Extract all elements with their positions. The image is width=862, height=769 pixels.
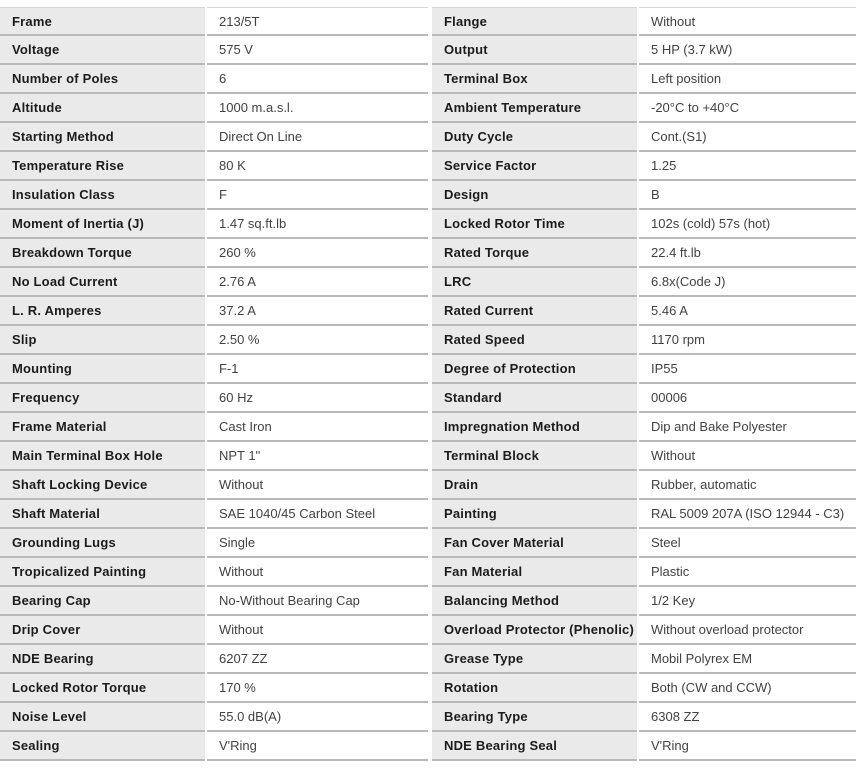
spec-label: Frame [0,7,205,36]
spec-value: 575 V [207,36,428,65]
spec-row [0,181,428,210]
spec-value: 80 K [207,152,428,181]
spec-row [0,587,428,616]
spec-row [432,587,856,616]
spec-label: NDE Bearing [0,645,205,674]
spec-label: Painting [432,500,637,529]
spec-row [432,442,856,471]
spec-value: Cast Iron [207,413,428,442]
spec-row [0,413,428,442]
spec-value: 6308 ZZ [639,703,856,732]
spec-row [0,210,428,239]
spec-label: No Load Current [0,268,205,297]
spec-value: Both (CW and CCW) [639,674,856,703]
spec-value: 5.46 A [639,297,856,326]
spec-row [0,558,428,587]
spec-value: 5 HP (3.7 kW) [639,36,856,65]
spec-row [432,181,856,210]
spec-value: Single [207,529,428,558]
spec-label: Duty Cycle [432,123,637,152]
spec-value: V'Ring [207,732,428,761]
spec-row [432,152,856,181]
spec-value: Without [207,616,428,645]
spec-value: 6 [207,65,428,94]
spec-label: Flange [432,7,637,36]
spec-row [0,732,428,761]
spec-label: Drain [432,471,637,500]
spec-row [432,732,856,761]
spec-row [0,645,428,674]
spec-label: Rated Speed [432,326,637,355]
spec-row [432,645,856,674]
spec-label: Locked Rotor Time [432,210,637,239]
spec-label: Fan Cover Material [432,529,637,558]
spec-value: 22.4 ft.lb [639,239,856,268]
spec-row [0,355,428,384]
spec-value: Direct On Line [207,123,428,152]
spec-value: F [207,181,428,210]
spec-row [432,7,856,36]
spec-row [0,65,428,94]
spec-value: Steel [639,529,856,558]
spec-value: Without [207,471,428,500]
spec-value: 60 Hz [207,384,428,413]
spec-value: -20°C to +40°C [639,94,856,123]
spec-label: Slip [0,326,205,355]
spec-label: LRC [432,268,637,297]
spec-row [432,500,856,529]
spec-row [0,384,428,413]
spec-label: Overload Protector (Phenolic) [432,616,637,645]
spec-row [432,268,856,297]
spec-row [0,529,428,558]
spec-row [432,471,856,500]
spec-label: Frequency [0,384,205,413]
spec-label: Service Factor [432,152,637,181]
spec-row [432,355,856,384]
spec-row [432,123,856,152]
spec-value: 55.0 dB(A) [207,703,428,732]
spec-label: Bearing Type [432,703,637,732]
spec-label: Altitude [0,94,205,123]
spec-row [432,384,856,413]
spec-value: Left position [639,65,856,94]
spec-value: 2.50 % [207,326,428,355]
spec-value: 2.76 A [207,268,428,297]
spec-value: B [639,181,856,210]
spec-value: 213/5T [207,7,428,36]
spec-label: Main Terminal Box Hole [0,442,205,471]
spec-value: 170 % [207,674,428,703]
spec-value: 6207 ZZ [207,645,428,674]
spec-value: IP55 [639,355,856,384]
spec-label: Bearing Cap [0,587,205,616]
spec-value: 1000 m.a.s.l. [207,94,428,123]
spec-row [432,210,856,239]
spec-value: 1.47 sq.ft.lb [207,210,428,239]
spec-value: RAL 5009 207A (ISO 12944 - C3) [639,500,856,529]
spec-label: Mounting [0,355,205,384]
spec-value: 00006 [639,384,856,413]
spec-row [0,703,428,732]
spec-label: Ambient Temperature [432,94,637,123]
spec-label: Sealing [0,732,205,761]
spec-label: L. R. Amperes [0,297,205,326]
spec-label: Frame Material [0,413,205,442]
spec-row [0,123,428,152]
spec-value: 6.8x(Code J) [639,268,856,297]
spec-row [0,616,428,645]
spec-value: 1/2 Key [639,587,856,616]
spec-row [432,36,856,65]
spec-row [0,36,428,65]
spec-value: Dip and Bake Polyester [639,413,856,442]
spec-row [0,674,428,703]
spec-label: Grease Type [432,645,637,674]
spec-value: 260 % [207,239,428,268]
spec-row [432,558,856,587]
spec-label: Noise Level [0,703,205,732]
spec-label: Voltage [0,36,205,65]
spec-label: Tropicalized Painting [0,558,205,587]
spec-value: SAE 1040/45 Carbon Steel [207,500,428,529]
spec-label: Terminal Box [432,65,637,94]
spec-row [0,326,428,355]
spec-value: Without overload protector [639,616,856,645]
spec-row [432,297,856,326]
spec-label: Insulation Class [0,181,205,210]
spec-label: Degree of Protection [432,355,637,384]
spec-value: 37.2 A [207,297,428,326]
spec-row [0,268,428,297]
spec-value: Cont.(S1) [639,123,856,152]
spec-value: NPT 1" [207,442,428,471]
spec-value: 102s (cold) 57s (hot) [639,210,856,239]
spec-label: Fan Material [432,558,637,587]
spec-label: Design [432,181,637,210]
spec-value: Without [207,558,428,587]
spec-row [432,239,856,268]
spec-label: Terminal Block [432,442,637,471]
spec-row [432,65,856,94]
spec-value: V'Ring [639,732,856,761]
spec-table-left [0,7,428,761]
spec-row [432,703,856,732]
spec-value: F-1 [207,355,428,384]
spec-row [0,7,428,36]
spec-row [432,94,856,123]
spec-label: Output [432,36,637,65]
spec-label: Starting Method [0,123,205,152]
spec-label: Moment of Inertia (J) [0,210,205,239]
spec-value: Without [639,442,856,471]
spec-row [432,413,856,442]
spec-value: 1.25 [639,152,856,181]
spec-value: 1170 rpm [639,326,856,355]
spec-row [432,674,856,703]
spec-row [432,326,856,355]
spec-row [0,500,428,529]
spec-row [0,471,428,500]
spec-row [0,442,428,471]
spec-label: Drip Cover [0,616,205,645]
spec-label: Standard [432,384,637,413]
spec-row [432,529,856,558]
spec-label: Number of Poles [0,65,205,94]
spec-label: Temperature Rise [0,152,205,181]
spec-table-right [432,7,856,761]
spec-value: Mobil Polyrex EM [639,645,856,674]
spec-value: Rubber, automatic [639,471,856,500]
spec-label: NDE Bearing Seal [432,732,637,761]
spec-label: Locked Rotor Torque [0,674,205,703]
spec-row [0,152,428,181]
spec-label: Grounding Lugs [0,529,205,558]
spec-label: Shaft Locking Device [0,471,205,500]
spec-label: Breakdown Torque [0,239,205,268]
spec-label: Impregnation Method [432,413,637,442]
spec-row [0,297,428,326]
spec-value: Plastic [639,558,856,587]
spec-label: Rated Torque [432,239,637,268]
spec-label: Rotation [432,674,637,703]
spec-label: Shaft Material [0,500,205,529]
spec-label: Rated Current [432,297,637,326]
spec-value: No-Without Bearing Cap [207,587,428,616]
spec-row [432,616,856,645]
spec-label: Balancing Method [432,587,637,616]
spec-row [0,94,428,123]
spec-row [0,239,428,268]
spec-value: Without [639,7,856,36]
